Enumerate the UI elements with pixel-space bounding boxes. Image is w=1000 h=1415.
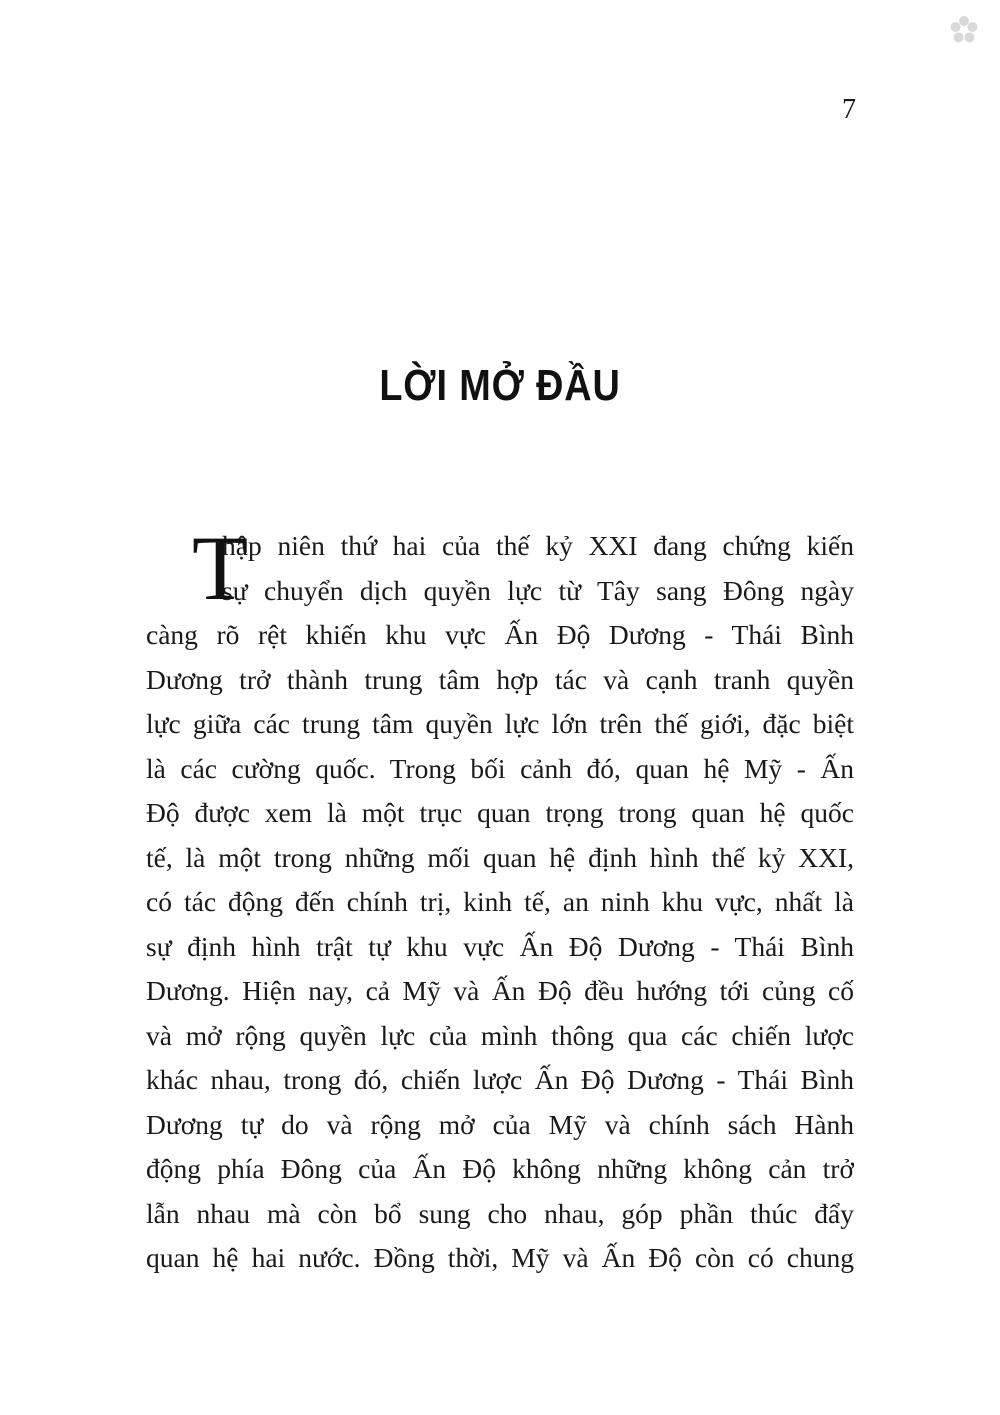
text-line: Dương tự do và rộng mở của Mỹ và chính sách Hành [146,1108,854,1140]
drop-cap: T [192,517,249,619]
text-line: có tác động đến chính trị, kinh tế, an ninh khu vực, nhất là [146,886,854,917]
text-line: Dương trở thành trung tâm hợp tác và cạnh tranh quyền [146,663,854,695]
text-line: tế, là một trong những mối quan hệ định hình thế kỷ XXI, [146,841,854,873]
text-line: và mở rộng quyền lực của mình thông qua các chiến lược [146,1019,854,1051]
flower-ornament-icon [948,14,980,46]
text-line: Dương. Hiện nay, cả Mỹ và Ấn Độ đều hướng tới củng cố [146,975,854,1006]
text-line: khác nhau, trong đó, chiến lược Ấn Độ Dương - Thái Bình [146,1064,854,1095]
text-line: sự chuyển dịch quyền lực từ Tây sang Đông ngày [222,574,854,606]
text-line: lực giữa các trung tâm quyền lực lớn trên thế giới, đặc biệt [146,708,854,739]
text-line: càng rõ rệt khiến khu vực Ấn Độ Dương - Thái Bình [146,619,854,650]
text-line: quan hệ hai nước. Đồng thời, Mỹ và Ấn Độ còn có chung [146,1242,854,1273]
chapter-title: LỜI MỞ ĐẦU [379,361,621,410]
page-number: 7 [842,94,856,125]
text-line: động phía Đông của Ấn Độ không những không cản trở [146,1153,854,1184]
text-line: sự định hình trật tự khu vực Ấn Độ Dương - Thái Bình [146,930,854,962]
text-line: Độ được xem là một trục quan trọng trong quan hệ quốc [146,797,854,828]
text-line: lẫn nhau mà còn bổ sung cho nhau, góp phần thúc đẩy [146,1197,854,1229]
body-paragraph [146,517,854,1281]
text-line: là các cường quốc. Trong bối cảnh đó, quan hệ Mỹ - Ấn [146,752,854,784]
text-line: hập niên thứ hai của thế kỷ XXI đang chứng kiến [222,530,854,561]
